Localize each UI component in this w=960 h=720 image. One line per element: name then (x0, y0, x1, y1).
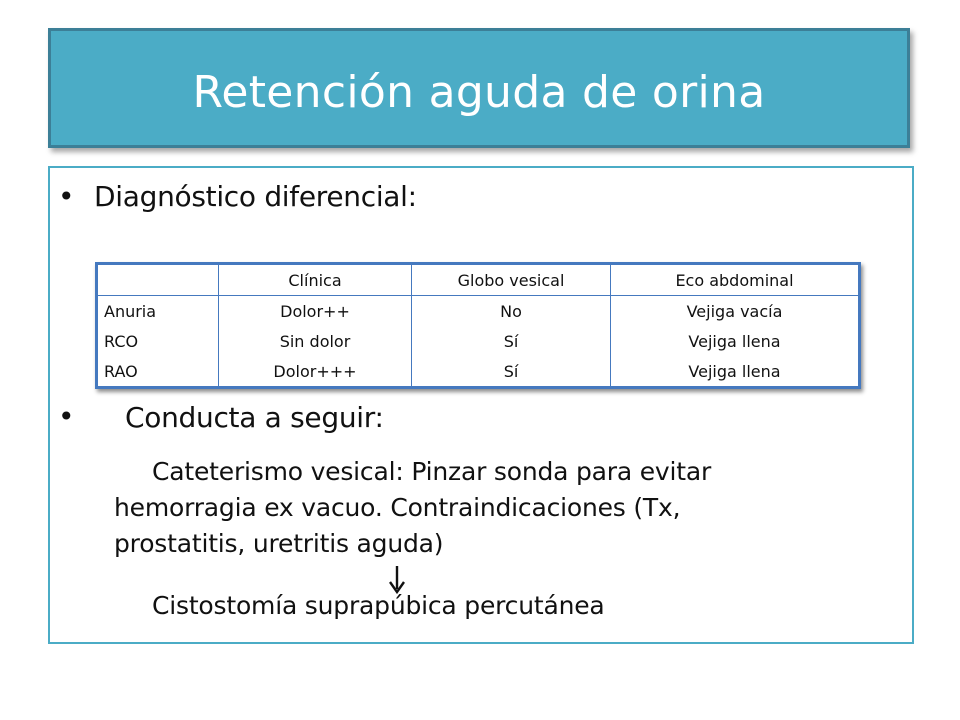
bullet-marker-1: • (58, 180, 75, 213)
table-header-cell: Globo vesical (412, 264, 611, 296)
table-cell: RCO (97, 326, 219, 356)
table-cell: Vejiga vacía (686, 301, 783, 321)
paragraph-cistostomia: Cistostomía suprapúbica percutánea (152, 591, 605, 620)
table-cell: RAO (97, 356, 219, 388)
slide-title: Retención aguda de orina (192, 66, 766, 118)
table-row (97, 356, 860, 388)
table-cell: Dolor++ (219, 296, 412, 327)
table-cell: Anuria (97, 296, 219, 327)
table-header-row (97, 264, 860, 296)
table-header-cell (97, 264, 219, 296)
bullet-marker-2: • (58, 400, 75, 433)
differential-table (95, 262, 861, 389)
table-cell: Sí (412, 356, 611, 388)
bullet-conducta: Conducta a seguir: (125, 401, 384, 434)
table-cell: Sí (412, 326, 611, 356)
table-cell: Dolor+++ (219, 356, 412, 388)
paragraph-cateterismo (114, 454, 711, 562)
table-cell: No (412, 296, 611, 327)
paragraph-line: Cateterismo vesical: Pinzar sonda para evitar (152, 457, 712, 486)
table-row (97, 326, 860, 356)
table-row (97, 296, 860, 327)
paragraph-line: hemorragia ex vacuo. Contraindicaciones (Tx, (114, 493, 681, 522)
table-cell: Vejiga llena (688, 361, 781, 381)
arrow-down-icon (387, 565, 407, 595)
title-banner (48, 28, 910, 148)
table-cell: Sin dolor (219, 326, 412, 356)
bullet-diagnostico: Diagnóstico diferencial: (94, 180, 417, 213)
table-header-cell: Eco abdominal (611, 264, 860, 296)
table-header-cell: Clínica (219, 264, 412, 296)
table-cell: Vejiga llena (688, 331, 781, 351)
paragraph-line: prostatitis, uretritis aguda) (114, 529, 444, 558)
